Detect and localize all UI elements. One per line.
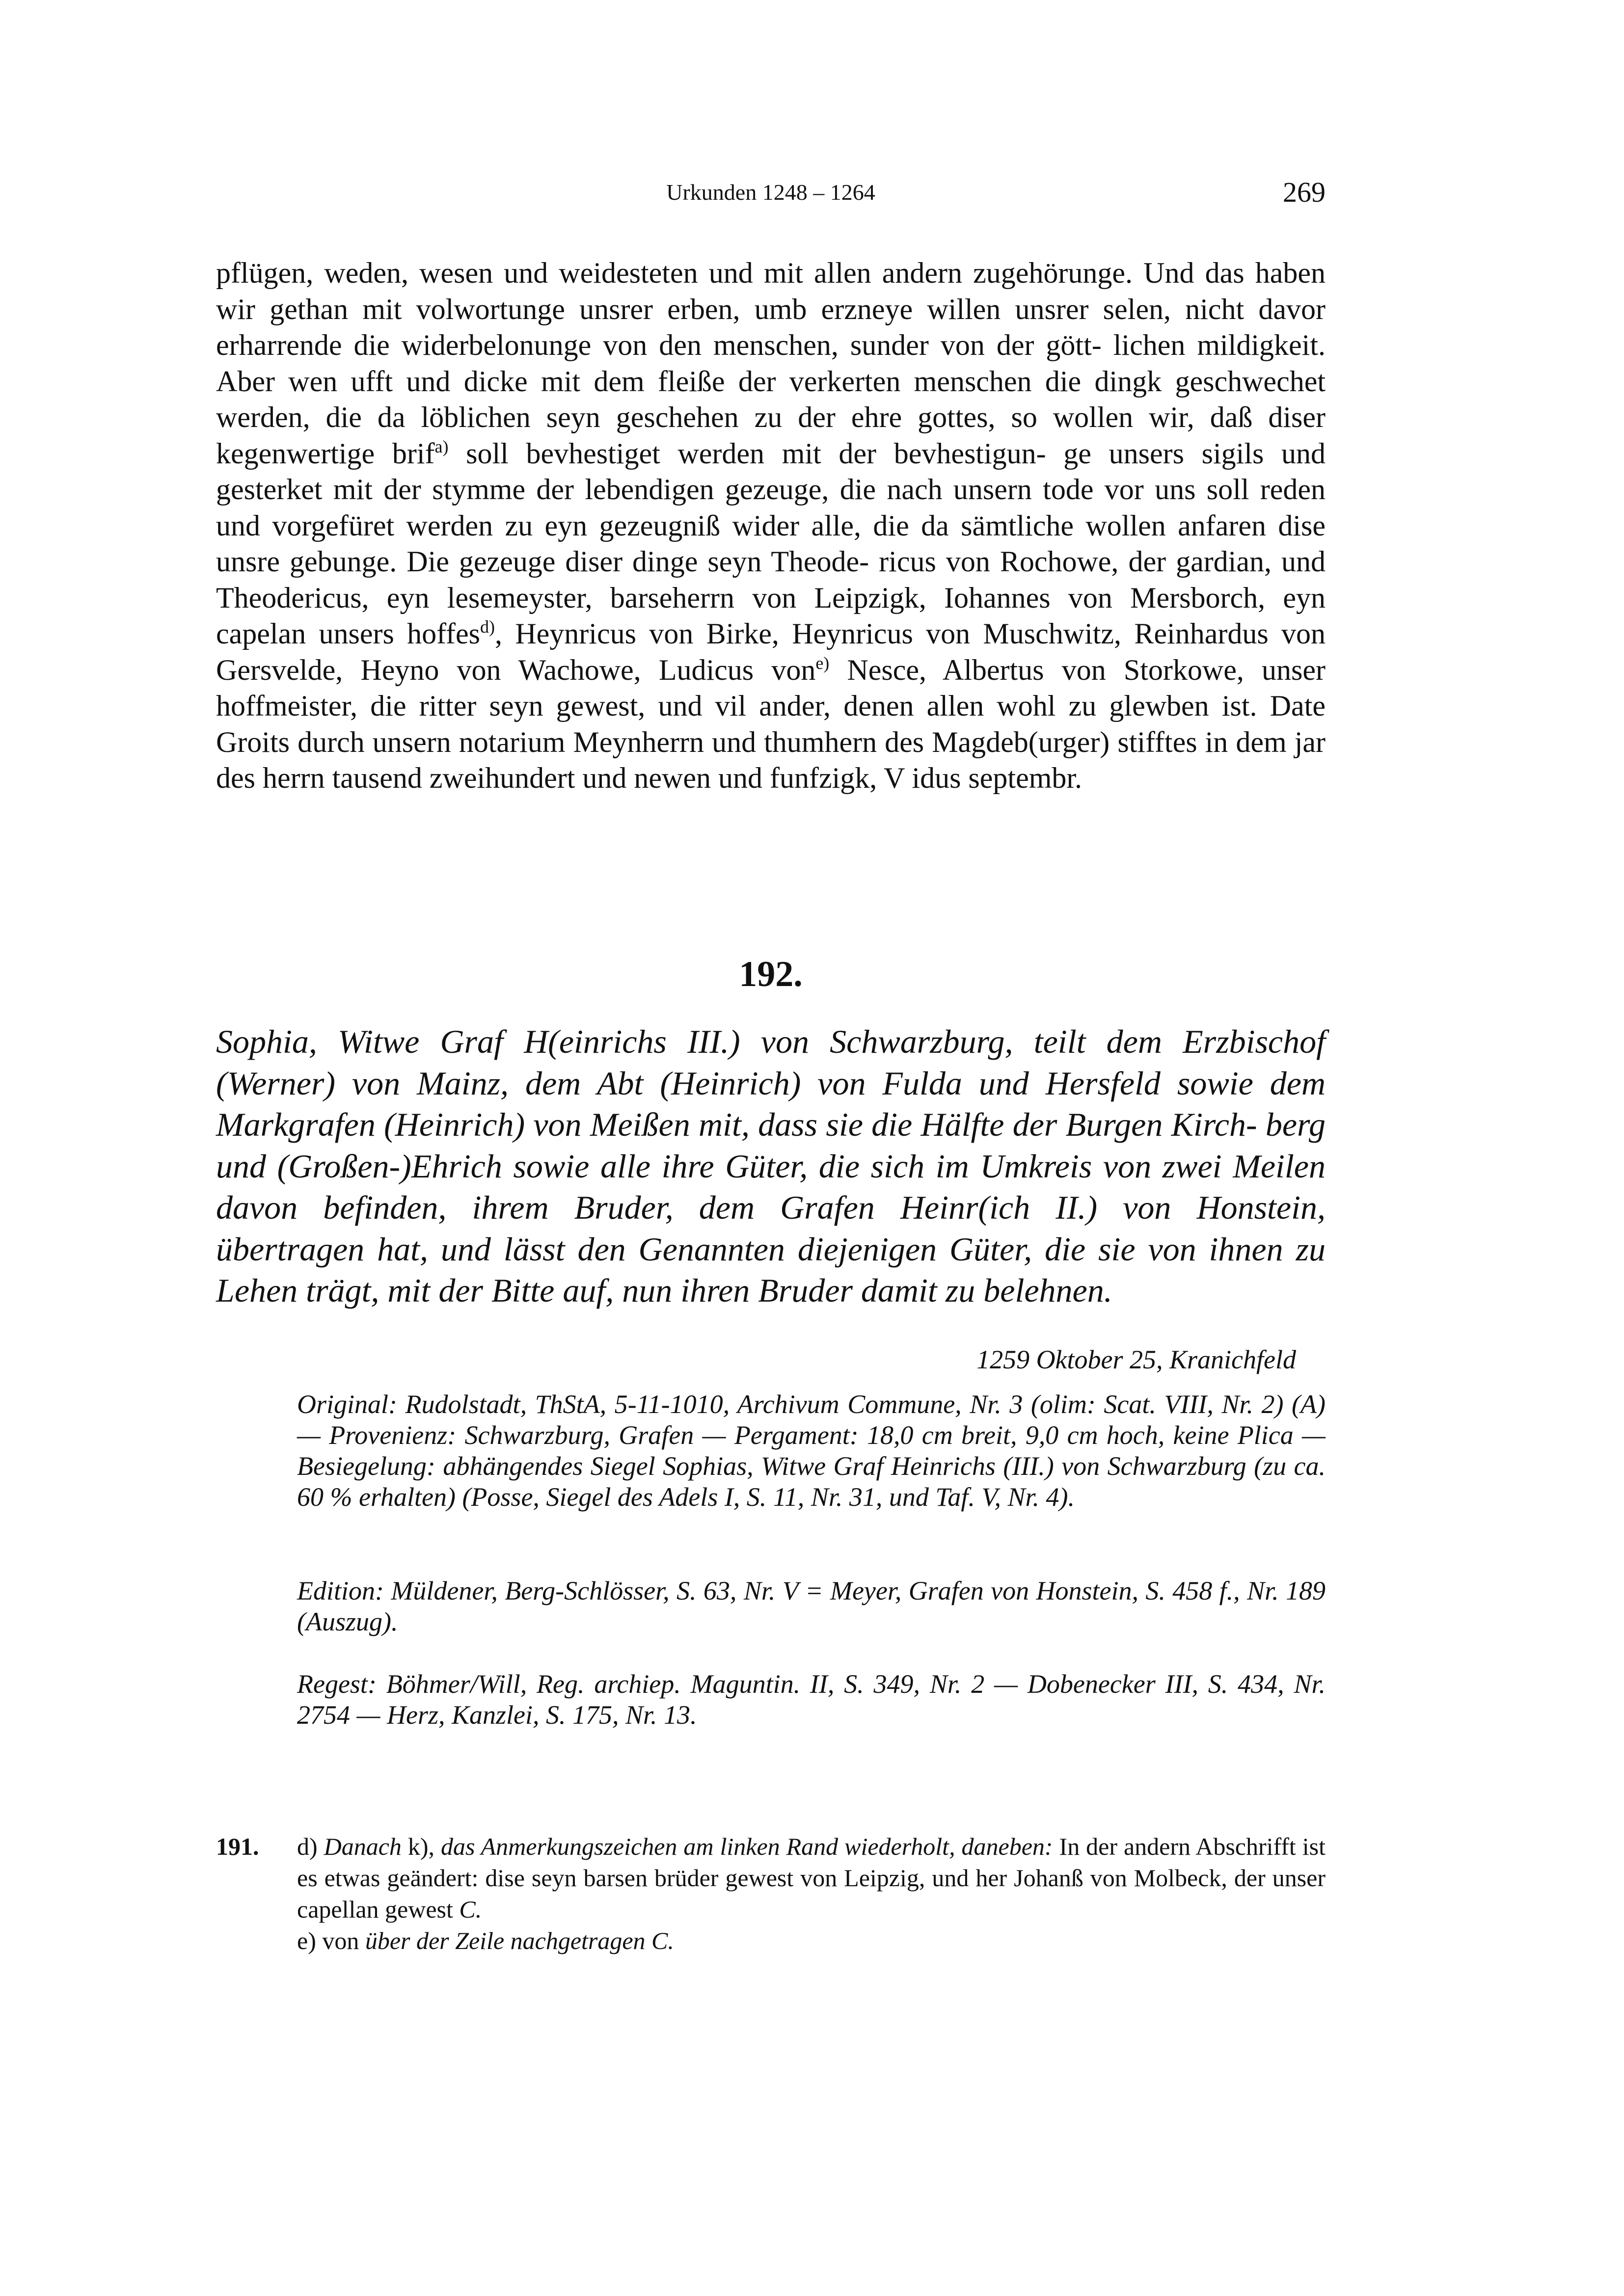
dating-line: 1259 Oktober 25, Kranichfeld (976, 1345, 1296, 1374)
footnote-block (216, 1831, 1326, 1956)
page-number: 269 (1283, 176, 1326, 208)
charter-text (216, 255, 1326, 797)
footnote-mark-a[interactable]: a) (434, 436, 449, 456)
footnote-d-note-2: das Anmerkungszeichen am linken Rand wiederholt, daneben: (441, 1833, 1053, 1860)
footnote-d-siglum: C. (459, 1896, 482, 1923)
footnote-d-label: d) (297, 1833, 318, 1860)
charter-text-part-2: soll bevhestiget werden mit der bevhestigun- ge unsers sigils und gesterket mit der stymme der lebendigen gezeuge, die nach unsern tode vor uns soll reden und vorgefüret werden zu eyn gezeugniß wider alle, die da sämtliche wollen anfaren dise unsre gebunge. Die gezeuge diser dinge seyn Theode- ricus von Rochowe, der gardian, und Theodericus, eyn lesemeyster, barseherrn von Leipzigk, Iohannes von Mersborch, eyn capelan unsers hoffes (216, 437, 1326, 650)
footnote-mark-d[interactable]: d) (480, 617, 495, 637)
original-description: Original: Rudolstadt, ThStA, 5-11-1010, Archivum Commune, Nr. 3 (olim: Scat. VIII, Nr. 2) (A) — Provenienz: Schwarzburg, Grafen — Pergament: 18,0 cm breit, 9,0 cm hoch, keine Plica — Besiegelung: abhängendes Siegel Sophias, Witwe Graf Heinrichs (III.) von Schwarzburg (zu ca. 60 % erhalten) (Posse, Siegel des Adels I, S. 11, Nr. 31, und Taf. V, Nr. 4). (297, 1389, 1326, 1512)
charter-text-part-1: pflügen, weden, wesen und weidesteten und mit allen andern zugehörunge. Und das haben wir gethan mit volwortunge unsrer erben, umb erzneye willen unsrer selen, nicht davor erharrende die widerbelonunge von den menschen, sunder von der gött- lichen mildigkeit. Aber wen ufft und dicke mit dem fleiße der verkerten menschen die dingk geschwechet werden, die da löblichen seyn geschehen zu der ehre gottes, so wollen wir, daß diser kegenwertige brif (216, 257, 1326, 470)
footnote-e-label: e) (297, 1927, 316, 1954)
footnote-e (297, 1925, 1326, 1956)
footnote-e-word: von (322, 1927, 359, 1954)
footnote-d (297, 1831, 1326, 1925)
charter-text-part-4: Nesce, Albertus von Storkowe, unser hoffmeister, die ritter seyn gewest, und vil ander, denen allen wohl zu glewben ist. Date Groits durch unsern notarium Meynherrn und thumhern des Magdeb(urger) stifftes in dem jar des herrn tausend zweihundert und newen und funfzigk, V idus septembr. (216, 653, 1326, 794)
document-number: 192. (739, 954, 803, 994)
footnote-d-mark: k), (407, 1833, 435, 1860)
regest-summary: Sophia, Witwe Graf H(einrichs III.) von Schwarzburg, teilt dem Erzbischof (Werner) von Mainz, dem Abt (Heinrich) von Fulda und Hersfeld sowie dem Markgrafen (Heinrich) von Meißen mit, dass sie die Hälfte der Burgen Kirch- berg und (Großen-)Ehrich sowie alle ihre Güter, die sich im Umkreis von zwei Meilen davon befinden, ihrem Bruder, dem Grafen Heinr(ich II.) von Honstein, übertragen hat, und lässt den Genannten diejenigen Güter, die sie von ihnen zu Lehen trägt, mit der Bitte auf, nun ihren Bruder damit zu belehnen. (216, 1023, 1326, 1309)
footnote-document-number: 191. (216, 1833, 259, 1860)
footnote-mark-e[interactable]: e) (815, 653, 830, 673)
footnote-d-note: Danach (324, 1833, 402, 1860)
edition-reference: Edition: Müldener, Berg-Schlösser, S. 63, Nr. V = Meyer, Grafen von Honstein, S. 458 f., Nr. 189 (Auszug). (297, 1576, 1326, 1636)
footnote-e-note: über der Zeile nachgetragen C. (365, 1927, 674, 1954)
footnote-d-text: In der andern Abschrifft ist es etwas geändert: dise seyn barsen brüder gewest von Leipzig, und her Johanß von Molbeck, der unser capellan gewest (297, 1833, 1326, 1923)
footnote-body (297, 1831, 1326, 1956)
charter-text-part-3: , Heynricus von Birke, Heynricus von Muschwitz, Reinhardus von Gersvelde, Heyno von Wachowe, Ludicus von (216, 617, 1326, 686)
running-title: Urkunden 1248 – 1264 (666, 180, 875, 205)
regest-reference: Regest: Böhmer/Will, Reg. archiep. Maguntin. II, S. 349, Nr. 2 — Dobenecker III, S. 434, Nr. 2754 — Herz, Kanzlei, S. 175, Nr. 13. (297, 1669, 1326, 1730)
running-head (216, 173, 1326, 212)
